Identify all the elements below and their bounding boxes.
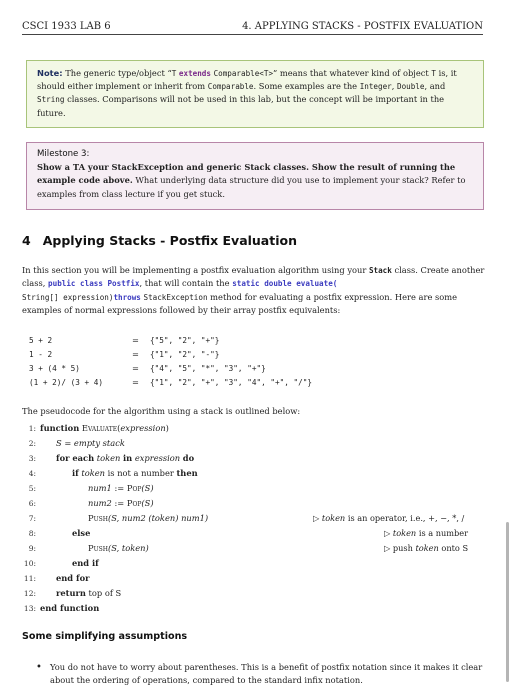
example-postfix: {"1", "2", "+", "3", "4", "+", "/"} bbox=[150, 378, 312, 387]
line-number: 12: bbox=[23, 589, 36, 598]
var: num1 bbox=[88, 483, 112, 493]
comment-text: is a number bbox=[416, 528, 469, 538]
header-course: CSCI 1933 LAB 6 bbox=[22, 21, 111, 32]
comment-push bbox=[384, 543, 468, 553]
function-name: Push bbox=[88, 513, 108, 523]
line-number: 10: bbox=[23, 559, 36, 568]
note-box bbox=[26, 60, 484, 128]
pseudo-line-13 bbox=[40, 603, 99, 613]
line-number: 5: bbox=[28, 484, 36, 493]
comment-text: ▷ push bbox=[384, 543, 416, 553]
keyword: function bbox=[40, 423, 80, 433]
arg: (S, num2 bbox=[107, 513, 149, 523]
code-class-decl: public class Postfix bbox=[48, 279, 140, 289]
comment-operator bbox=[313, 513, 464, 523]
section-heading bbox=[22, 233, 297, 248]
line-number: 1: bbox=[28, 424, 36, 433]
intro-text: class. Create another class, bbox=[22, 265, 485, 289]
keyword: for each bbox=[56, 453, 95, 463]
line-number: 11: bbox=[23, 574, 36, 583]
code-method-param: String[] expression) bbox=[22, 292, 114, 302]
code-comparable-T: Comparable<T> bbox=[213, 69, 274, 78]
keyword: end if bbox=[72, 558, 99, 568]
var: token bbox=[321, 513, 346, 523]
arg: (S) bbox=[141, 483, 154, 493]
var: num2 bbox=[88, 498, 112, 508]
arg: (S, token) bbox=[107, 543, 149, 553]
condition: is not a number bbox=[107, 468, 174, 478]
line-number: 6: bbox=[28, 499, 36, 508]
code-integer: Integer bbox=[359, 82, 392, 92]
section-number: 4 bbox=[22, 233, 31, 248]
section-title: Applying Stacks - Postfix Evaluation bbox=[42, 233, 297, 248]
pseudo-line-8 bbox=[72, 528, 90, 538]
intro-text: , that will contain the bbox=[139, 278, 233, 289]
pseudo-line-7 bbox=[88, 513, 208, 523]
pseudo-line-3 bbox=[56, 453, 194, 463]
pseudo-line-1: function Evaluate(expression) bbox=[40, 423, 169, 433]
keyword: end for bbox=[56, 573, 90, 583]
pseudo-line-10 bbox=[72, 558, 99, 568]
function-name: Push bbox=[88, 543, 108, 553]
op: := bbox=[114, 498, 127, 508]
var: token bbox=[96, 453, 121, 463]
keyword: end function bbox=[40, 603, 100, 613]
line-number: 4: bbox=[28, 469, 36, 478]
keyword: then bbox=[176, 468, 198, 478]
arg: num1) bbox=[178, 513, 209, 523]
code-double: Double bbox=[397, 82, 425, 92]
example-equals: = bbox=[132, 377, 139, 387]
code-T: T bbox=[171, 69, 177, 78]
example-postfix: {"5", "2", "+"} bbox=[150, 336, 220, 345]
keyword: do bbox=[182, 453, 195, 463]
line-number: 9: bbox=[28, 544, 36, 553]
example-equals: = bbox=[132, 349, 139, 359]
example-equals: = bbox=[132, 335, 139, 345]
comment-number bbox=[384, 528, 468, 538]
var: token bbox=[415, 543, 439, 553]
note-label: Note: bbox=[37, 68, 63, 78]
function-name: Pop bbox=[126, 483, 142, 493]
keyword: in bbox=[123, 453, 133, 463]
keyword: else bbox=[72, 528, 91, 538]
line-number: 3: bbox=[28, 454, 36, 463]
code-exception: StackException bbox=[143, 292, 208, 302]
example-expression: (1 + 2)/ (3 + 4) bbox=[29, 378, 104, 387]
var: token bbox=[81, 468, 105, 478]
intro-text: In this section you will be implementing a postfix evaluation algorithm using your bbox=[22, 265, 369, 275]
comment-text: is an operator, i.e., +, −, *, / bbox=[345, 513, 465, 523]
line-number: 7: bbox=[28, 514, 36, 523]
comment-triangle: ▷ bbox=[313, 513, 322, 523]
code-comparable: Comparable bbox=[207, 82, 254, 92]
arg: (token) bbox=[148, 513, 179, 523]
statement: top of S bbox=[85, 588, 122, 598]
assumption-item: You do not have to worry about parentheses. This is a benefit of postfix notation since it makes it clear about the ordering of operations, compared to the standard infix notation. bbox=[50, 662, 483, 685]
note-text: . Some examples are the bbox=[253, 81, 360, 92]
milestone-label: Milestone 3: bbox=[37, 149, 90, 159]
param: expression bbox=[120, 423, 166, 433]
code-throws: throws bbox=[113, 292, 141, 302]
line-number: 2: bbox=[28, 439, 36, 448]
pseudo-line-12 bbox=[56, 588, 121, 598]
intro-text: method for evaluating a postfix expression. Here are some examples of normal expressions followed by their array postfix equivalents: bbox=[22, 291, 458, 316]
example-expression: 5 + 2 bbox=[29, 336, 53, 345]
op: := bbox=[114, 483, 127, 493]
pseudocode-intro: The pseudocode for the algorithm using a stack is outlined below: bbox=[22, 406, 301, 416]
assumptions-heading: Some simplifying assumptions bbox=[22, 631, 188, 642]
code-extends: extends bbox=[178, 69, 211, 78]
pseudo-line-9 bbox=[88, 543, 149, 553]
function-name: Evaluate bbox=[81, 423, 118, 433]
note-text: , bbox=[391, 81, 398, 92]
example-expression: 3 + (4 * 5) bbox=[29, 364, 80, 373]
code-string: String bbox=[37, 95, 65, 105]
example-expression: 1 - 2 bbox=[29, 350, 53, 359]
note-text: is, it should either implement or inherit from bbox=[37, 68, 457, 92]
page-header bbox=[22, 18, 483, 35]
var: token bbox=[392, 528, 417, 538]
note-text: classes. Comparisons will not be used in this lab, but the concept will be important in the future. bbox=[37, 94, 445, 118]
code-method-decl: static double evaluate( bbox=[232, 279, 338, 289]
keyword: if bbox=[72, 468, 79, 478]
var: expression bbox=[134, 453, 181, 463]
milestone-question: What underlying data structure did you use to implement your stack? Refer to examples from class lecture if you get stuck. bbox=[37, 175, 466, 199]
comment-text: onto S bbox=[438, 543, 469, 553]
pseudo-line-2 bbox=[56, 438, 125, 448]
note-text: , and bbox=[424, 81, 446, 92]
comment-triangle: ▷ bbox=[384, 528, 393, 538]
example-postfix: {"1", "2", "-"} bbox=[150, 350, 220, 359]
example-postfix: {"4", "5", "*", "3", "+"} bbox=[150, 364, 266, 373]
note-text: ” means that whatever kind of object bbox=[273, 68, 432, 78]
line-number: 8: bbox=[28, 529, 36, 538]
arg: (S) bbox=[141, 498, 154, 508]
scrollbar-thumb[interactable] bbox=[506, 522, 509, 682]
line-number: 13: bbox=[23, 604, 36, 613]
milestone-instruction: Show a TA your StackException and generic Stack classes. Show the result of running the example code above. bbox=[37, 162, 456, 186]
code-stack: Stack bbox=[368, 266, 392, 275]
intro-paragraph bbox=[22, 264, 488, 318]
pseudo-line-4 bbox=[72, 468, 198, 478]
note-text: The generic type/object “ bbox=[62, 68, 172, 78]
function-name: Pop bbox=[126, 498, 142, 508]
pseudo-line-5 bbox=[88, 483, 154, 493]
code-T: T bbox=[431, 69, 436, 78]
statement: S = empty stack bbox=[56, 438, 125, 448]
keyword: return bbox=[56, 588, 86, 598]
pseudo-line-6 bbox=[88, 498, 154, 508]
header-section: 4. APPLYING STACKS - POSTFIX EVALUATION bbox=[242, 21, 483, 32]
pseudo-line-11 bbox=[56, 573, 89, 583]
milestone-box bbox=[26, 142, 484, 210]
bullet-icon: • bbox=[36, 662, 42, 673]
example-equals: = bbox=[132, 363, 139, 373]
